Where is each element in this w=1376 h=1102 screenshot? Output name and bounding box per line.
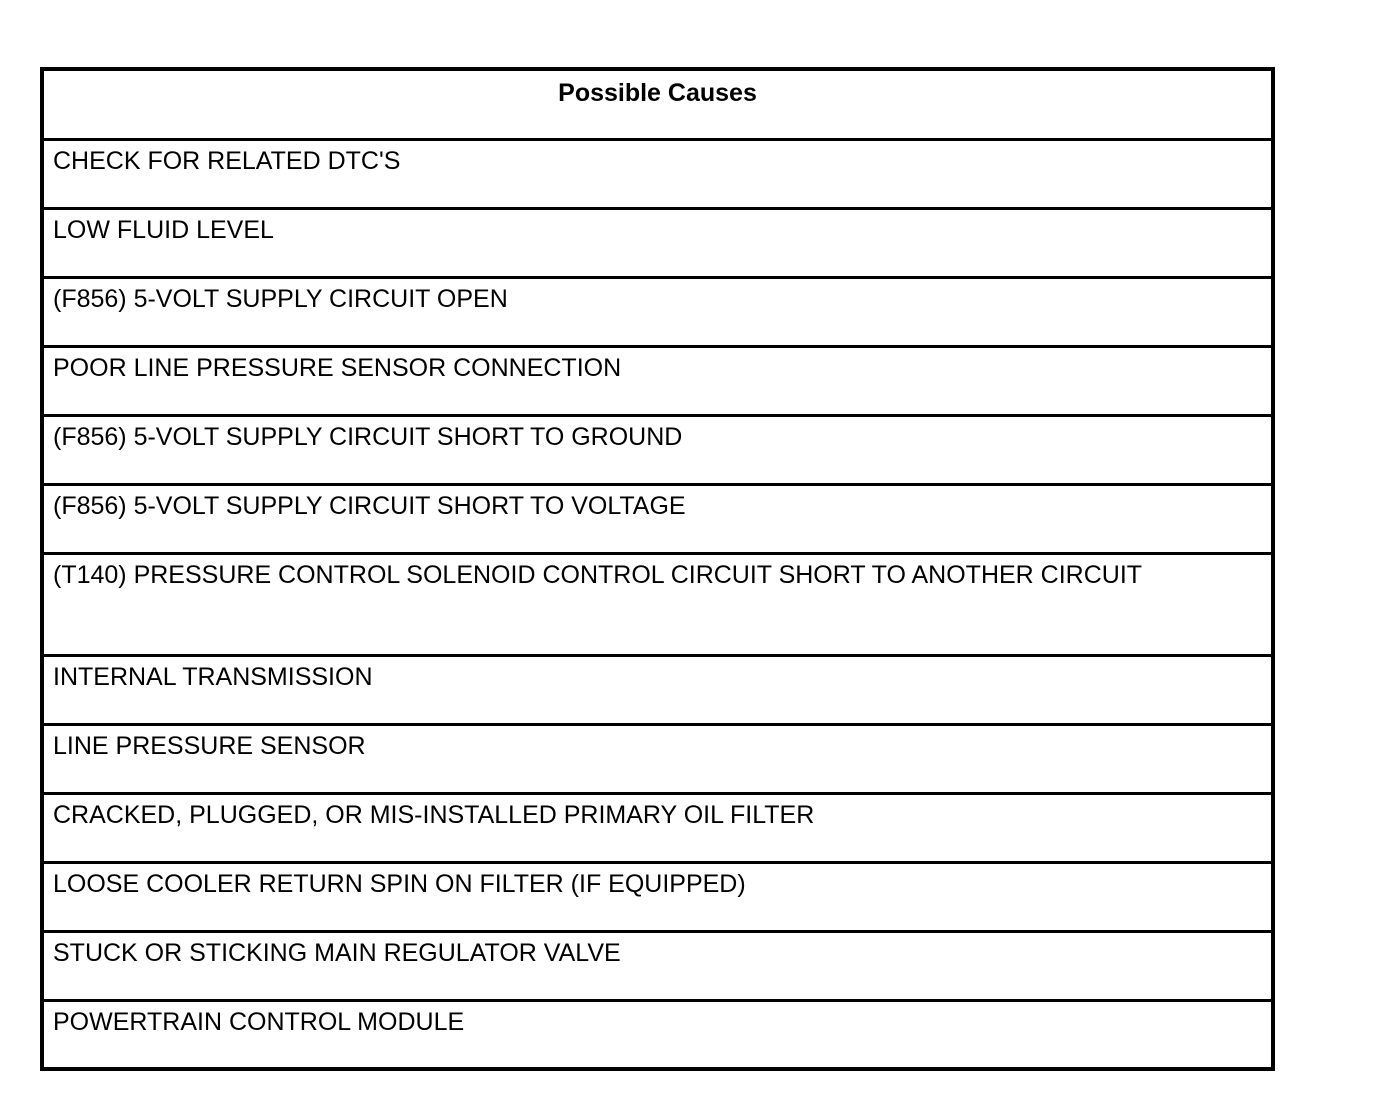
cause-cell: POWERTRAIN CONTROL MODULE — [42, 1000, 1273, 1069]
table-row — [42, 655, 1273, 724]
table-header — [42, 69, 1273, 139]
table-row — [42, 484, 1273, 553]
cause-cell: LOOSE COOLER RETURN SPIN ON FILTER (IF EQUIPPED) — [42, 862, 1273, 931]
cause-cell: LOW FLUID LEVEL — [42, 208, 1273, 277]
table-row — [42, 415, 1273, 484]
table-row — [42, 862, 1273, 931]
cause-cell: INTERNAL TRANSMISSION — [42, 655, 1273, 724]
table-row — [42, 553, 1273, 655]
cause-cell: (T140) PRESSURE CONTROL SOLENOID CONTROL CIRCUIT SHORT TO ANOTHER CIRCUIT — [42, 553, 1273, 655]
header-row — [42, 69, 1273, 139]
cause-cell: (F856) 5-VOLT SUPPLY CIRCUIT OPEN — [42, 277, 1273, 346]
table-row — [42, 208, 1273, 277]
cause-cell: CHECK FOR RELATED DTC'S — [42, 139, 1273, 208]
table-row — [42, 277, 1273, 346]
table-header-title: Possible Causes — [42, 69, 1273, 139]
table-row — [42, 931, 1273, 1000]
cause-cell: POOR LINE PRESSURE SENSOR CONNECTION — [42, 346, 1273, 415]
table-row — [42, 139, 1273, 208]
table-row — [42, 724, 1273, 793]
possible-causes-table — [40, 67, 1275, 1071]
table-body — [42, 139, 1273, 1069]
table-row — [42, 793, 1273, 862]
table-row — [42, 346, 1273, 415]
cause-cell: (F856) 5-VOLT SUPPLY CIRCUIT SHORT TO GROUND — [42, 415, 1273, 484]
cause-cell: LINE PRESSURE SENSOR — [42, 724, 1273, 793]
cause-cell: STUCK OR STICKING MAIN REGULATOR VALVE — [42, 931, 1273, 1000]
table-row — [42, 1000, 1273, 1069]
cause-cell: CRACKED, PLUGGED, OR MIS-INSTALLED PRIMARY OIL FILTER — [42, 793, 1273, 862]
cause-cell: (F856) 5-VOLT SUPPLY CIRCUIT SHORT TO VOLTAGE — [42, 484, 1273, 553]
